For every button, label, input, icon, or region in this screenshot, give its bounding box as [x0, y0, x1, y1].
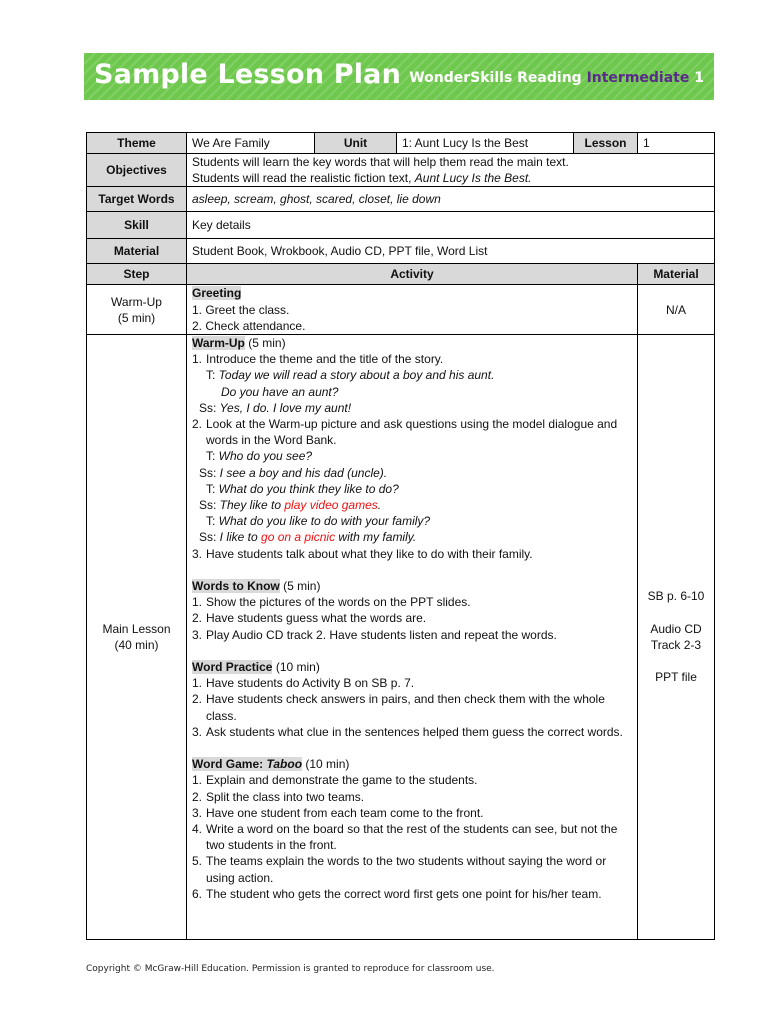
page-title: Sample Lesson Plan — [94, 59, 402, 90]
list-item: 3. Ask students what clue in the sentences helped them guess the correct words. — [192, 724, 623, 739]
highlight-phrase: play video games — [284, 498, 378, 513]
greeting-heading: Greeting — [192, 286, 242, 301]
list-item: 3. Have students talk about what they like to do with their family. — [192, 546, 533, 561]
copyright-footer: Copyright © McGraw-Hill Education. Permission is granted to reproduce for classroom use. — [86, 964, 495, 974]
warmup-heading: Warm-Up — [192, 336, 245, 351]
warmup-list — [192, 351, 632, 367]
list-item: 2. Have students guess what the words are. — [192, 611, 427, 626]
level-name: Intermediate — [586, 70, 690, 86]
material-label: Material — [87, 239, 187, 264]
main-lesson-name: Main Lesson (40 min) — [87, 335, 187, 940]
greeting-item: 2. Check attendance. — [192, 318, 306, 333]
lesson-label: Lesson — [574, 133, 638, 154]
material-value: Student Book, Wrokbook, Audio CD, PPT file, Word List — [187, 239, 715, 264]
list-item: 1. Have students do Activity B on SB p. 7. — [192, 676, 415, 691]
list-item: 2. Look at the Warm-up picture and ask questions using the model dialogue and words in the Word Bank. — [192, 417, 618, 448]
step-header-row — [87, 264, 715, 285]
target-words-row — [87, 187, 715, 212]
level-number: 1 — [694, 70, 704, 86]
list-item: 3. Play Audio CD track 2. Have students listen and repeat the words. — [192, 627, 557, 642]
list-item: 2. Have students check answers in pairs, and then check them with the whole class. — [192, 692, 605, 723]
list-item: 1. Show the pictures of the words on the PPT slides. — [192, 595, 471, 610]
series-name: WonderSkills Reading — [409, 70, 582, 86]
word-game-list — [192, 772, 632, 902]
step-header: Step — [87, 264, 187, 285]
series-label — [409, 70, 704, 86]
list-item: 1. Explain and demonstrate the game to the students. — [192, 773, 478, 788]
objectives-row — [87, 154, 715, 187]
objectives-label: Objectives — [87, 154, 187, 187]
greeting-item: 1. Greet the class. — [192, 302, 290, 317]
material-header: Material — [638, 264, 715, 285]
highlight-phrase: go on a picnic — [261, 530, 336, 545]
target-words-value: asleep, scream, ghost, scared, closet, lie down — [187, 187, 715, 212]
list-item: 2. Split the class into two teams. — [192, 789, 365, 804]
words-to-know-heading: Words to Know — [192, 579, 280, 594]
objectives-value — [187, 154, 715, 187]
list-item: 1. Introduce the theme and the title of the story. — [192, 352, 444, 367]
objective-2: Students will read the realistic fiction text, Aunt Lucy Is the Best. — [192, 171, 532, 186]
warmup-step-material: N/A — [638, 285, 715, 335]
dialogue-line: Ss: I like to go on a picnic with my family. — [199, 530, 417, 545]
objective-1: Students will learn the key words that will help them read the main text. — [192, 155, 569, 169]
main-lesson-activity: Warm-Up (5 min) 1. Introduce the theme and the title of the story. T: Today we will read a story about a boy and his aunt. Do you have an aunt? Ss: Yes, I do. I love my aunt! 2. Look at the Warm-up picture and ask questions using the model dialogue and words in the Word Bank. T: Who do you see? Ss: I see a boy and his dad (uncle). T: What do you think they like to do? Ss: They like to play video games. T: What do you like to do with your family? Ss: I like to go on a picnic with my family. 3. Have students talk about what they like to do with their family. Words to Know (5 min) 1. Show the pictures of the words on the PPT slides. 2. Have students guess what the words are. 3. Play Audio CD track 2. Have students listen and repeat the words. Word Practice (10 min) 1. Have students do Activity B on SB p. 7. 2. Have students check answers in pairs, and then check them with the whole class. 3. Ask students what clue in the sentences helped them guess the correct words. Word Game: Taboo (10 min) 1. Explain and demonstrate the game to the students. 2. Split the class into two teams. 3. Have one student from each team come to the front. 4. Write a word on the board so that the rest of the students can see, but not the two students in the front. 5. The teams explain the words to the two students without saying the word or using action. 6. The student who gets the correct word first gets one point for his/her team. — [187, 335, 638, 940]
warmup-step-activity — [187, 285, 638, 335]
story-title: Aunt Lucy Is the Best. — [414, 171, 532, 186]
dialogue-line: T: What do you think they like to do? — [206, 481, 399, 496]
list-item: 6. The student who gets the correct word first gets one point for his/her team. — [192, 886, 602, 901]
target-words-label: Target Words — [87, 187, 187, 212]
dialogue-line: Do you have an aunt? — [221, 384, 339, 399]
dialogue-line: T: Today we will read a story about a boy and his aunt. — [206, 368, 495, 383]
skill-value: Key details — [187, 212, 715, 239]
activity-header: Activity — [187, 264, 638, 285]
dialogue-line: T: What do you like to do with your family? — [206, 514, 431, 529]
dialogue-line: Ss: I see a boy and his dad (uncle). — [199, 465, 388, 480]
list-item: 5. The teams explain the words to the two students without saying the word or using action. — [192, 854, 607, 885]
word-practice-heading: Word Practice — [192, 660, 273, 675]
theme-label: Theme — [87, 133, 187, 154]
list-item: 3. Have one student from each team come to the front. — [192, 805, 484, 820]
unit-value: 1: Aunt Lucy Is the Best — [397, 133, 574, 154]
dialogue-line: Ss: They like to play video games. — [199, 498, 382, 513]
word-practice-list — [192, 675, 632, 740]
word-game-heading: Word Game: Taboo — [192, 757, 303, 772]
skill-row — [87, 212, 715, 239]
theme-row — [87, 133, 715, 154]
dialogue-line: Ss: Yes, I do. I love my aunt! — [199, 400, 352, 415]
material-row — [87, 239, 715, 264]
lesson-plan-table — [86, 132, 715, 940]
main-lesson-material: SB p. 6-10 Audio CD Track 2-3 PPT file — [638, 335, 715, 940]
dialogue-line: T: Who do you see? — [206, 449, 313, 464]
unit-label: Unit — [315, 133, 397, 154]
words-to-know-list — [192, 594, 632, 643]
theme-value: We Are Family — [187, 133, 315, 154]
main-lesson-row — [87, 335, 715, 940]
lesson-value: 1 — [638, 133, 715, 154]
warmup-step-name: Warm-Up (5 min) — [87, 285, 187, 335]
warmup-step-row — [87, 285, 715, 335]
skill-label: Skill — [87, 212, 187, 239]
title-banner — [84, 53, 714, 100]
list-item: 4. Write a word on the board so that the rest of the students can see, but not the two students in the front. — [192, 822, 618, 853]
